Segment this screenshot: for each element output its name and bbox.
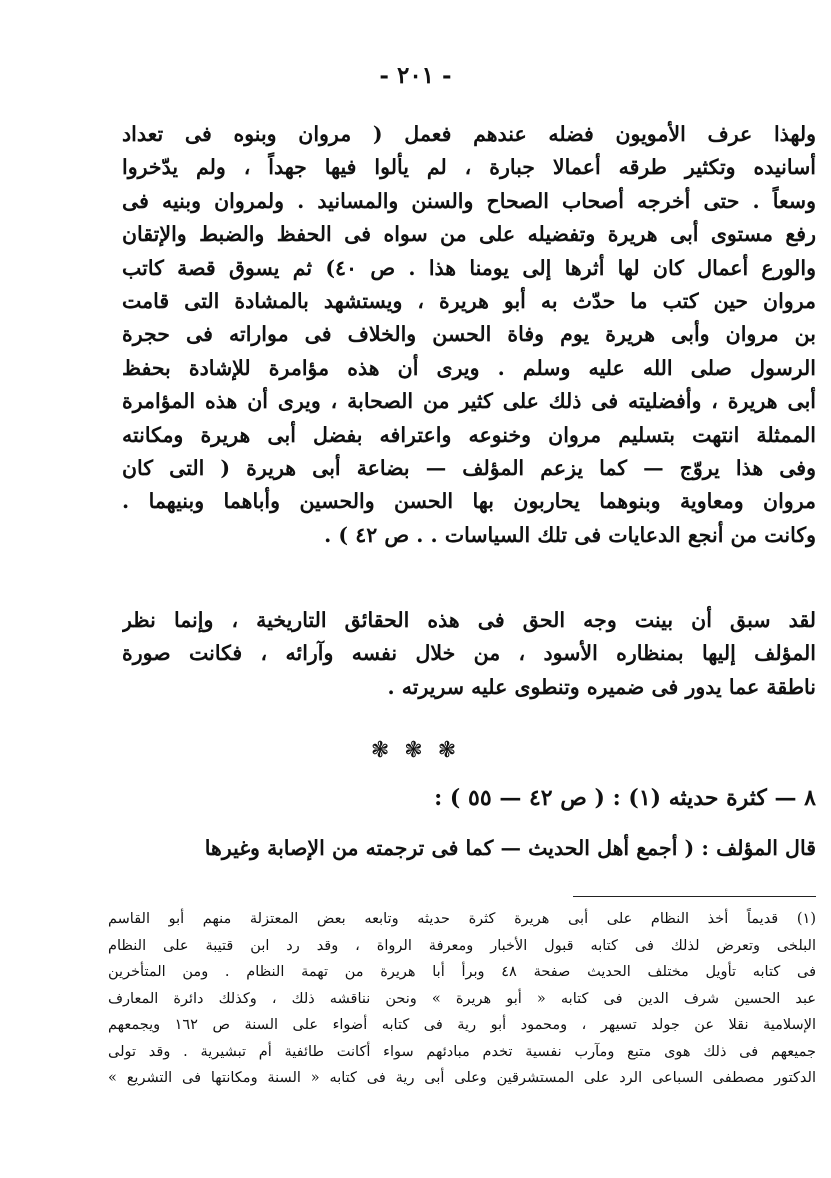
- paragraph-response: [122, 604, 816, 704]
- text-line: الرسول صلى الله عليه وسلم . ويرى أن هذه مؤامرة للإشادة بحفظ: [122, 355, 816, 380]
- footnote-line: البلخى وتعرض لذلك فى كتابه قبول الأخبار ومعرفة الرواة ، وقد رد ابن قتيبة على النظام: [108, 937, 816, 954]
- footnote-line: فى كتابه تأويل مختلف الحديث صفحة ٤٨ وبرأ أبا هريرة من تهمة النظام . ومن المتأخرين: [108, 964, 816, 980]
- text-line: أسانيده وتكثير طرقه أعمالا جبارة ، لم يألوا فيها جهداً ، ولم يدّخروا: [122, 155, 816, 180]
- text-line: وسعاً . حتى أخرجه أصحاب الصحاح والسنن والمسانيد . ولمروان وبنيه فى: [122, 188, 816, 213]
- paragraph-main: [122, 118, 816, 552]
- footnote-line: عبد الحسين شرف الدين فى كتابه « أبو هريرة » ونحن نناقشه ذلك ، وكذلك دائرة المعارف: [108, 990, 816, 1007]
- page-number: - ٢٠١ -: [379, 62, 452, 89]
- footnote-line: جميعهم فى ذلك هوى متبع ومآرب نفسية تخدم مبادئهم سواء أكانت طائفية أم تبشيرية . وقد تولى: [108, 1043, 816, 1060]
- text-line: مروان ومعاوية وبنوهما يحاربون بها الحسن والحسين وأباهما وبنيهما .: [122, 489, 816, 514]
- text-line: ولهذا عرف الأمويون فضله عندهم فعمل ( مروان وبنوه فى تعداد: [122, 122, 816, 146]
- text-line: وكانت من أنجع الدعايات فى تلك السياسات . . ص ٤٢ ) .: [324, 522, 816, 547]
- text-line: أبى هريرة ، وأفضليته فى ذلك على كثير من الصحابة ، ويرى أن هذه المؤامرة: [122, 389, 816, 414]
- text-line: والورع أعمال كان لها أثرها إلى يومنا هذا . ص ٤٠) ثم يسوق قصة كاتب: [122, 255, 816, 280]
- section-heading: ٨ — كثرة حديثه (١) : ( ص ٤٢ — ٥٥ ) :: [434, 785, 816, 811]
- quote-line: قال المؤلف : ( أجمع أهل الحديث — كما فى ترجمته من الإصابة وغيرها: [204, 836, 816, 860]
- text-line: وفى هذا يروّج — كما يزعم المؤلف — بضاعة أبى هريرة ( التى كان: [122, 455, 816, 480]
- footnote-line: الإسلامية نقلا عن جولد تسيهر ، ومحمود أبو رية فى كتابه أضواء على السنة ص ١٦٢ ويجمعهم: [108, 1017, 816, 1033]
- text-line: الممثلة انتهت بتسليم مروان وخنوعه واعترافه بفضل أبى هريرة ومكانته: [122, 422, 816, 447]
- text-line: رفع مستوى أبى هريرة وتفضيله على من سواه فى الحفظ والضبط والإتقان: [122, 222, 816, 247]
- footnote-line: (١) قديماً أخذ النظام على أبى هريرة كثرة حديثه وتابعه بعض المعتزلة منهم أبو القاسم: [108, 911, 816, 927]
- text-line: مروان حين كتب ما حدّث به أبو هريرة ، ويستشهد بالمشادة التى قامت: [122, 288, 816, 313]
- footnote-line: الدكتور مصطفى السباعى الرد على المستشرقين وعلى أبى رية فى كتابه « السنة ومكانتها فى التشريع »: [108, 1070, 816, 1086]
- text-line: لقد سبق أن بينت وجه الحق فى هذه الحقائق التاريخية ، وإنما نظر: [122, 608, 816, 632]
- footnote-divider: [573, 896, 816, 897]
- section-separator-ornament: ❃ ❃ ❃: [370, 738, 461, 763]
- footnotes: [108, 906, 816, 1092]
- text-line: ناطقة عما يدور فى ضميره وتنطوى عليه سريرته .: [387, 674, 816, 699]
- text-line: بن مروان وأبى هريرة يوم وفاة الحسن والخلاف فى مواراته فى حجرة: [122, 322, 816, 347]
- text-line: المؤلف إليها بمنظاره الأسود ، من خلال نفسه وآرائه ، فكانت صورة: [122, 641, 816, 666]
